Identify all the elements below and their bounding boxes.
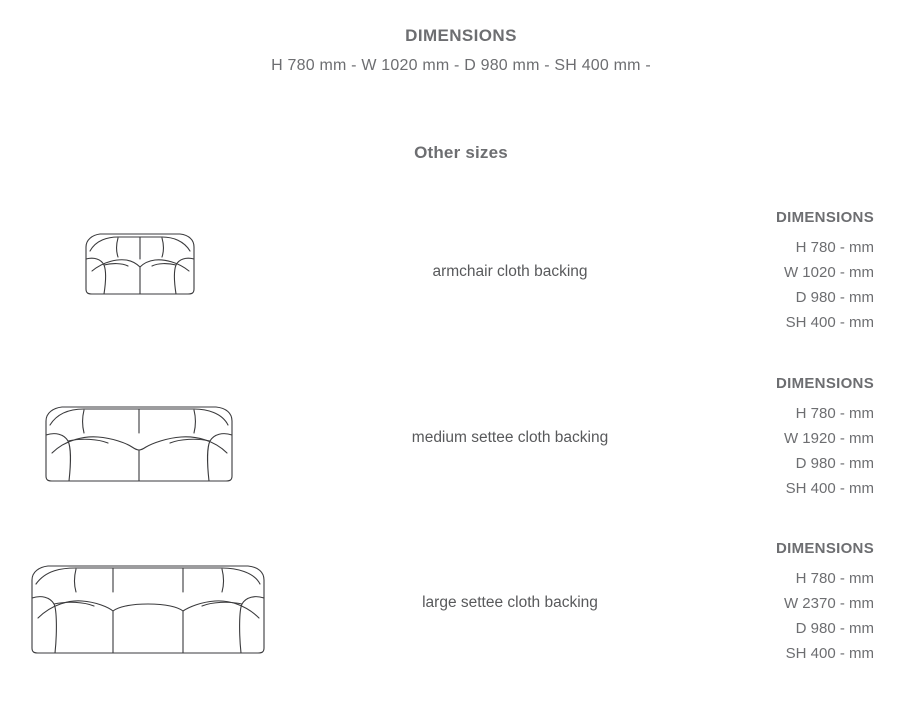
dimension-sh: SH 400 - mm [785, 645, 874, 662]
dimension-h: H 780 - mm [795, 570, 874, 587]
dimensions-title: DIMENSIONS [775, 375, 874, 392]
dimensions-title: DIMENSIONS [775, 209, 874, 226]
dimension-sh: SH 400 - mm [785, 314, 874, 331]
dimensions-armchair [644, 209, 874, 335]
dimension-w: W 2370 - mm [783, 595, 874, 612]
main-dimensions-line: H 780 mm - W 1020 mm - D 980 mm - SH 400 mm - [271, 57, 651, 74]
page-title: DIMENSIONS [405, 26, 517, 45]
dimension-w: W 1920 - mm [783, 430, 874, 447]
armchair-icon [0, 197, 300, 347]
header [0, 26, 922, 75]
dimension-d: D 980 - mm [795, 455, 874, 472]
large-settee-icon [0, 528, 300, 678]
dimension-d: D 980 - mm [795, 620, 874, 637]
dimensions-medium-settee [644, 375, 874, 501]
other-sizes-heading: Other sizes [414, 143, 508, 162]
dimension-sh: SH 400 - mm [785, 480, 874, 497]
dimensions-large-settee [644, 540, 874, 666]
dimension-h: H 780 - mm [795, 239, 874, 256]
dimension-h: H 780 - mm [795, 405, 874, 422]
size-row-medium-settee [0, 363, 922, 513]
row-label-medium-settee: medium settee cloth backing [411, 429, 609, 446]
dimension-w: W 1020 - mm [783, 264, 874, 281]
size-row-large-settee [0, 528, 922, 678]
dimension-d: D 980 - mm [795, 289, 874, 306]
medium-settee-icon [0, 363, 300, 513]
row-label-armchair: armchair cloth backing [432, 263, 588, 280]
row-label-large-settee: large settee cloth backing [422, 594, 598, 611]
size-row-armchair [0, 197, 922, 347]
dimensions-title: DIMENSIONS [775, 540, 874, 557]
